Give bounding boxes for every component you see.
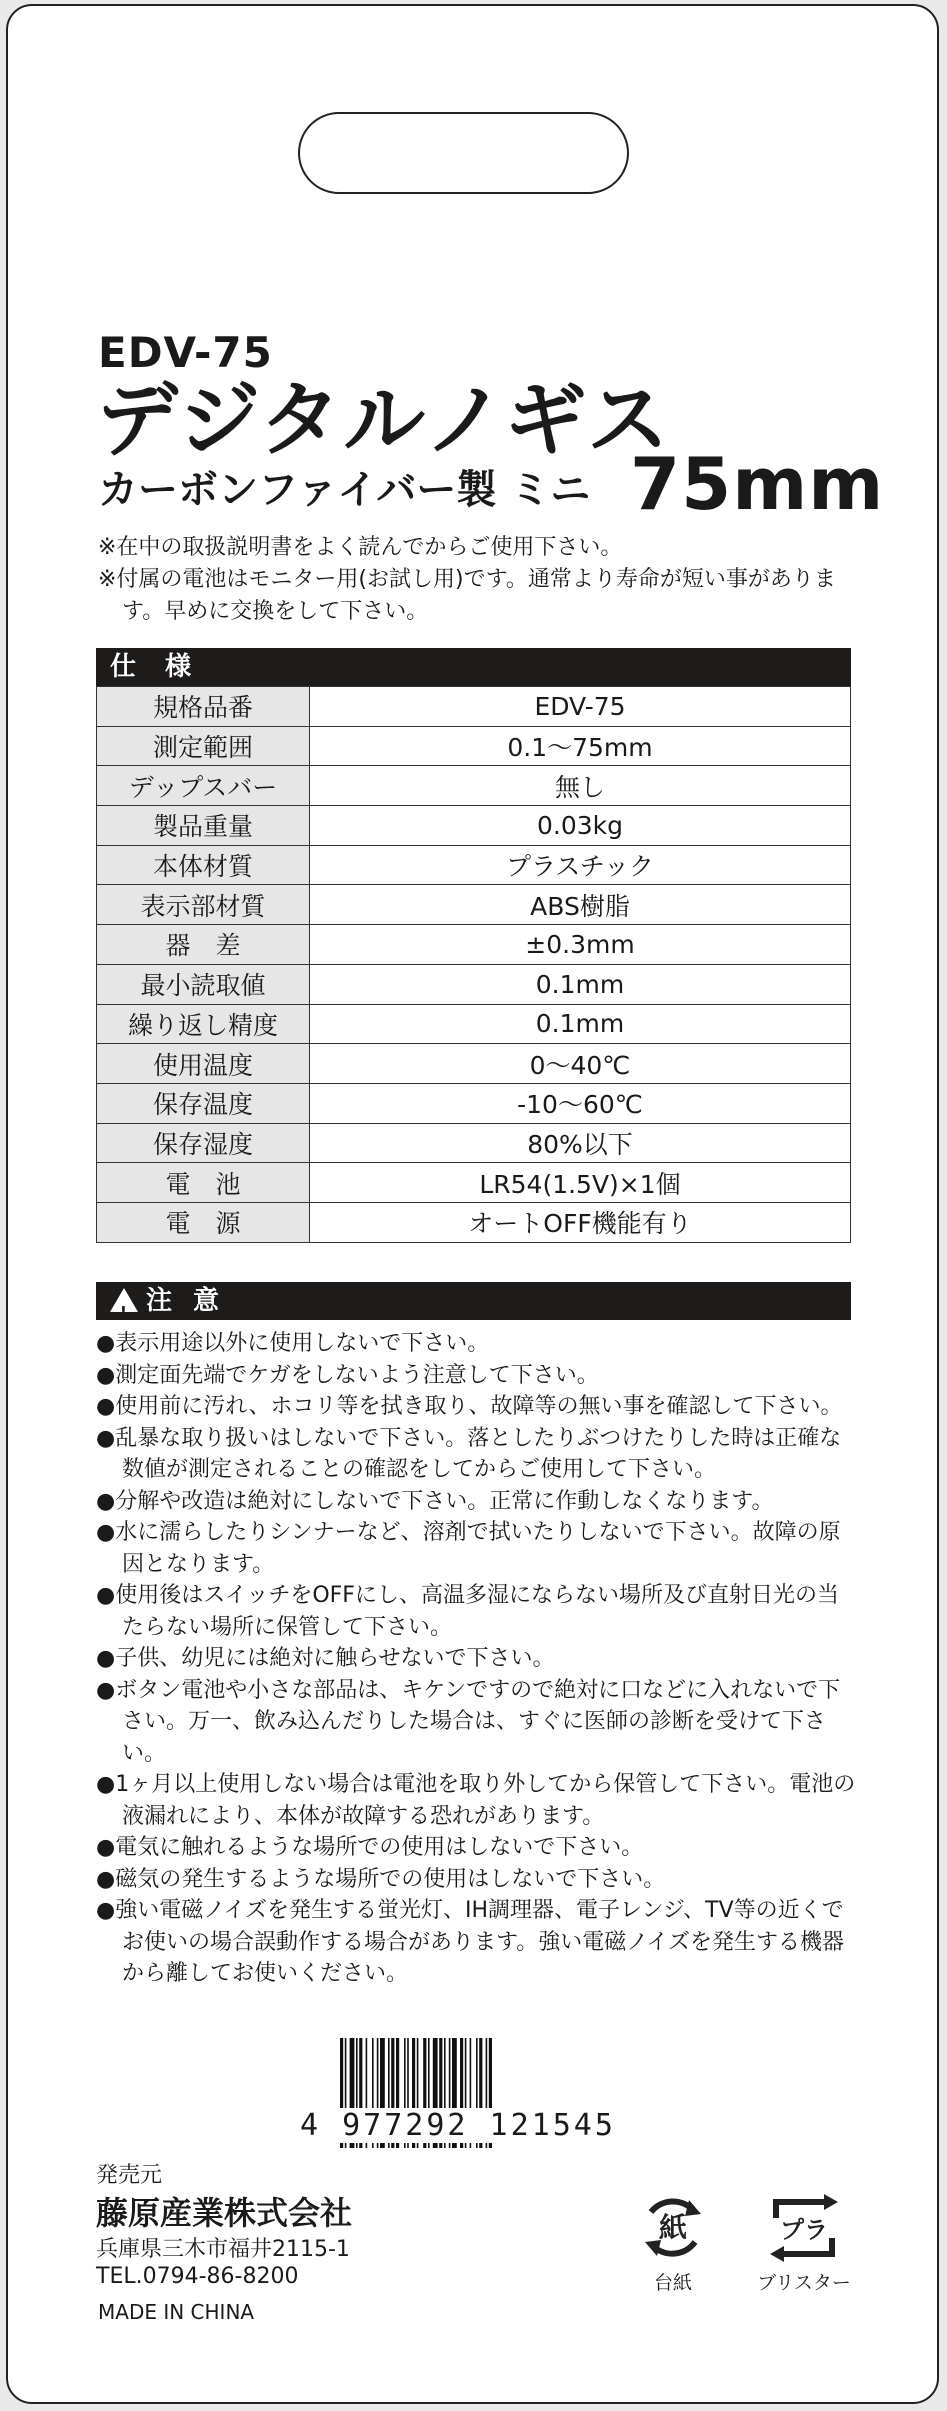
list-item: ●ボタン電池や小さな部品は、キケンですので絶対に口などに入れないで下さい。万一、飲み込んだりした場合は、すぐに医師の診断を受けて下さい。 [96, 1677, 841, 1766]
table-row [97, 964, 851, 1004]
list-item: ●子供、幼児には絶対に触らせないで下さい。 [96, 1646, 555, 1671]
spec-label: 製品重量 [97, 806, 310, 846]
model-number: EDV-75 [98, 328, 273, 377]
spec-value: 0〜40℃ [310, 1044, 851, 1084]
made-in-label: MADE IN CHINA [98, 2300, 255, 2324]
list-item: ●測定面先端でケガをしないよう注意して下さい。 [96, 1362, 599, 1388]
product-size: 75mm [630, 442, 885, 526]
table-row [97, 1123, 851, 1163]
table-row [97, 885, 851, 925]
spec-value: オートOFF機能有り [310, 1202, 851, 1242]
spec-label: 保存温度 [97, 1083, 310, 1123]
list-item: ●水に濡らしたりシンナーなど、溶剤で拭いたりしないで下さい。故障の原因となります。 [96, 1520, 841, 1577]
list-item: ●電気に触れるような場所での使用はしないで下さい。 [96, 1835, 644, 1860]
spec-label: 最小読取値 [97, 964, 310, 1004]
table-row [97, 1163, 851, 1203]
spec-label: 本体材質 [97, 845, 310, 885]
paper-symbol: 紙 [658, 2211, 688, 2244]
spec-label: 規格品番 [97, 687, 310, 727]
seller-label: 発売元 [96, 2163, 163, 2188]
caution-list [96, 1328, 856, 1990]
spec-value: -10〜60℃ [310, 1083, 851, 1123]
spec-value: 80%以下 [310, 1123, 851, 1163]
warning-icon [110, 1288, 138, 1312]
spec-label: 保存湿度 [97, 1123, 310, 1163]
list-item: ●分解や改造は絶対にしないで下さい。正常に作動しなくなります。 [96, 1488, 774, 1514]
spec-value: ±0.3mm [310, 925, 851, 965]
table-row [97, 766, 851, 806]
table-row [97, 687, 851, 727]
spec-label: 使用温度 [97, 1044, 310, 1084]
spec-value: 0.1mm [310, 1004, 851, 1044]
spec-label: 器 差 [97, 925, 310, 965]
table-row [97, 1202, 851, 1242]
spec-value: 無し [310, 766, 851, 806]
spec-label: 電 池 [97, 1163, 310, 1203]
hang-hole [298, 112, 629, 194]
paper-recycle-mark [628, 2192, 718, 2295]
table-row [97, 806, 851, 846]
list-item: ●強い電磁ノイズを発生する蛍光灯、IH調理器、電子レンジ、TV等の近くでお使いの場合誤動作する場合があります。強い電磁ノイズを発生する機器から離してお使いください。 [96, 1898, 845, 1986]
spec-label: 表示部材質 [97, 885, 310, 925]
note-item: ※付属の電池はモニター用(お試し用)です。通常より寿命が短い事があります。早めに交換をして下さい。 [98, 567, 836, 624]
company-name: 藤原産業株式会社 [96, 2194, 353, 2232]
spec-header [96, 648, 851, 686]
table-row [97, 925, 851, 965]
table-row [97, 845, 851, 885]
list-item: ●使用前に汚れ、ホコリ等を拭き取り、故障等の無い事を確認して下さい。 [96, 1394, 843, 1419]
product-name: デジタルノギス [96, 373, 671, 468]
spec-value: LR54(1.5V)×1個 [310, 1163, 851, 1203]
plastic-symbol: プラ [780, 2216, 828, 2244]
spec-value: 0.1mm [310, 964, 851, 1004]
table-row [97, 1083, 851, 1123]
paper-recycle-icon [637, 2192, 709, 2264]
spec-value: プラスチック [310, 845, 851, 885]
table-row [97, 1004, 851, 1044]
list-item: ●乱暴な取り扱いはしないで下さい。落としたりぶつけたりした時は正確な数値が測定されることの確認をしてからご使用して下さい。 [96, 1425, 842, 1482]
spec-value: EDV-75 [310, 687, 851, 727]
caution-title: 注 意 [146, 1286, 226, 1316]
list-item: ●1ヶ月以上使用しない場合は電池を取り外してから保管して下さい。電池の液漏れにより、本体が故障する恐れがあります。 [96, 1772, 856, 1829]
spec-title: 仕 様 [110, 652, 202, 682]
plastic-label: ブリスター [757, 2272, 851, 2294]
plastic-recycle-mark [748, 2192, 860, 2295]
note-item: ※在中の取扱説明書をよく読んでからご使用下さい。 [98, 535, 623, 560]
spec-label: 測定範囲 [97, 726, 310, 766]
product-subtitle: カーボンファイバー製 ミニ [98, 467, 591, 513]
table-row [97, 1044, 851, 1084]
plastic-recycle-icon [766, 2192, 842, 2264]
paper-label: 台紙 [653, 2272, 692, 2294]
company-tel: TEL.0794-86-8200 [96, 2264, 299, 2289]
spec-label: 電 源 [97, 1202, 310, 1242]
barcode-number: 4 977292 121545 [300, 2108, 630, 2143]
list-item: ●表示用途以外に使用しないで下さい。 [96, 1331, 490, 1356]
spec-label: 繰り返し精度 [97, 1004, 310, 1044]
spec-value: 0.03kg [310, 806, 851, 846]
list-item: ●磁気の発生するような場所での使用はしないで下さい。 [96, 1866, 666, 1892]
notes [98, 532, 858, 628]
spec-value: ABS樹脂 [310, 885, 851, 925]
company-address: 兵庫県三木市福井2115-1 [96, 2237, 350, 2262]
spec-table [96, 686, 851, 1243]
caution-header [96, 1282, 851, 1320]
list-item: ●使用後はスイッチをOFFにし、高温多湿にならない場所及び直射日光の当たらない場所に保管して下さい。 [96, 1583, 839, 1640]
spec-value: 0.1〜75mm [310, 726, 851, 766]
table-row [97, 726, 851, 766]
spec-label: デップスバー [97, 766, 310, 806]
